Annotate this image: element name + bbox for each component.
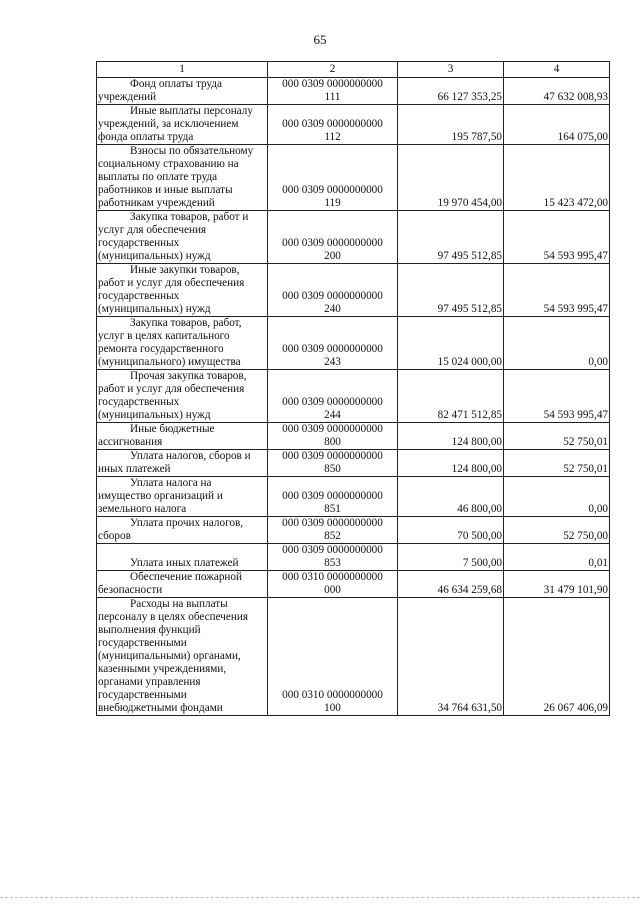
row-value-col4: 15 423 472,00 bbox=[504, 145, 610, 211]
table-row bbox=[97, 571, 610, 598]
row-code-line2: 112 bbox=[324, 131, 341, 143]
row-code bbox=[268, 571, 398, 598]
table-row bbox=[97, 370, 610, 423]
row-code-line1: 000 0309 0000000000 bbox=[282, 343, 383, 355]
table-row bbox=[97, 477, 610, 517]
row-name: Уплата прочих налогов, сборов bbox=[97, 517, 268, 544]
row-value-col3: 66 127 353,25 bbox=[398, 78, 504, 105]
row-value-col3: 195 787,50 bbox=[398, 105, 504, 145]
row-name: Закупка товаров, работ, услуг в целях капитального ремонта государственного (муниципального) имущества bbox=[97, 317, 268, 370]
row-code bbox=[268, 211, 398, 264]
table-row bbox=[97, 211, 610, 264]
bottom-rule bbox=[0, 897, 640, 898]
row-code-line1: 000 0309 0000000000 bbox=[282, 396, 383, 408]
row-value-col4: 54 593 995,47 bbox=[504, 211, 610, 264]
table-row bbox=[97, 145, 610, 211]
row-code-line2: 240 bbox=[324, 303, 341, 315]
row-value-col3: 124 800,00 bbox=[398, 423, 504, 450]
row-name: Уплата иных платежей bbox=[97, 544, 268, 571]
row-code-line2: 000 bbox=[324, 584, 341, 596]
row-name: Иные закупки товаров, работ и услуг для обеспечения государственных (муниципальных) нужд bbox=[97, 264, 268, 317]
row-code bbox=[268, 423, 398, 450]
row-code bbox=[268, 544, 398, 571]
row-code-line1: 000 0309 0000000000 bbox=[282, 544, 383, 556]
row-code-line2: 852 bbox=[324, 530, 341, 542]
row-code-line2: 851 bbox=[324, 503, 341, 515]
row-code bbox=[268, 145, 398, 211]
row-code-line1: 000 0309 0000000000 bbox=[282, 490, 383, 502]
row-code-line1: 000 0309 0000000000 bbox=[282, 517, 383, 529]
row-value-col4: 164 075,00 bbox=[504, 105, 610, 145]
row-name: Прочая закупка товаров, работ и услуг для обеспечения государственных (муниципальных) нужд bbox=[97, 370, 268, 423]
row-code-line2: 119 bbox=[324, 197, 341, 209]
header-col-2: 2 bbox=[268, 62, 398, 78]
row-code bbox=[268, 450, 398, 477]
row-value-col3: 97 495 512,85 bbox=[398, 264, 504, 317]
row-code bbox=[268, 264, 398, 317]
row-value-col4: 0,00 bbox=[504, 477, 610, 517]
row-value-col3: 19 970 454,00 bbox=[398, 145, 504, 211]
row-name: Обеспечение пожарной безопасности bbox=[97, 571, 268, 598]
row-value-col3: 7 500,00 bbox=[398, 544, 504, 571]
page-number: 65 bbox=[313, 32, 327, 47]
row-code-line1: 000 0309 0000000000 bbox=[282, 237, 383, 249]
table-row bbox=[97, 517, 610, 544]
row-code-line2: 243 bbox=[324, 356, 341, 368]
row-name: Закупка товаров, работ и услуг для обеспечения государственных (муниципальных) нужд bbox=[97, 211, 268, 264]
row-value-col4: 54 593 995,47 bbox=[504, 264, 610, 317]
table-row bbox=[97, 544, 610, 571]
row-value-col4: 0,00 bbox=[504, 317, 610, 370]
row-code bbox=[268, 517, 398, 544]
row-code bbox=[268, 105, 398, 145]
row-value-col4: 47 632 008,93 bbox=[504, 78, 610, 105]
row-code-line1: 000 0309 0000000000 bbox=[282, 78, 383, 90]
row-value-col3: 46 800,00 bbox=[398, 477, 504, 517]
row-value-col3: 46 634 259,68 bbox=[398, 571, 504, 598]
row-value-col4: 0,01 bbox=[504, 544, 610, 571]
budget-table bbox=[96, 61, 610, 716]
row-code-line2: 850 bbox=[324, 463, 341, 475]
row-name: Взносы по обязательному социальному страхованию на выплаты по оплате труда работников и иные выплаты работникам учреждений bbox=[97, 145, 268, 211]
header-col-1: 1 bbox=[97, 62, 268, 78]
row-code-line1: 000 0309 0000000000 bbox=[282, 423, 383, 435]
table-row bbox=[97, 105, 610, 145]
row-value-col3: 34 764 631,50 bbox=[398, 598, 504, 716]
row-code-line2: 244 bbox=[324, 409, 341, 421]
row-code-line2: 853 bbox=[324, 557, 341, 569]
row-value-col4: 52 750,01 bbox=[504, 450, 610, 477]
row-name: Иные бюджетные ассигнования bbox=[97, 423, 268, 450]
row-code bbox=[268, 598, 398, 716]
table-header-row bbox=[97, 62, 610, 78]
row-value-col3: 15 024 000,00 bbox=[398, 317, 504, 370]
row-name: Уплата налогов, сборов и иных платежей bbox=[97, 450, 268, 477]
row-code bbox=[268, 317, 398, 370]
row-value-col3: 82 471 512,85 bbox=[398, 370, 504, 423]
row-code-line1: 000 0309 0000000000 bbox=[282, 184, 383, 196]
header-col-3: 3 bbox=[398, 62, 504, 78]
row-code-line1: 000 0310 0000000000 bbox=[282, 689, 383, 701]
row-value-col4: 26 067 406,09 bbox=[504, 598, 610, 716]
row-value-col3: 124 800,00 bbox=[398, 450, 504, 477]
row-code-line2: 800 bbox=[324, 436, 341, 448]
table-row bbox=[97, 317, 610, 370]
row-name: Иные выплаты персоналу учреждений, за исключением фонда оплаты труда bbox=[97, 105, 268, 145]
table-row bbox=[97, 423, 610, 450]
row-value-col4: 31 479 101,90 bbox=[504, 571, 610, 598]
row-code-line1: 000 0309 0000000000 bbox=[282, 118, 383, 130]
table-row bbox=[97, 450, 610, 477]
row-value-col3: 97 495 512,85 bbox=[398, 211, 504, 264]
row-value-col3: 70 500,00 bbox=[398, 517, 504, 544]
row-code-line2: 100 bbox=[324, 702, 341, 714]
row-code-line1: 000 0309 0000000000 bbox=[282, 450, 383, 462]
row-code bbox=[268, 477, 398, 517]
table-row bbox=[97, 264, 610, 317]
row-value-col4: 54 593 995,47 bbox=[504, 370, 610, 423]
table-row bbox=[97, 598, 610, 716]
row-name: Уплата налога на имущество организаций и земельного налога bbox=[97, 477, 268, 517]
row-value-col4: 52 750,00 bbox=[504, 517, 610, 544]
table-row bbox=[97, 78, 610, 105]
row-code-line2: 111 bbox=[324, 91, 341, 103]
row-code-line1: 000 0310 0000000000 bbox=[282, 571, 383, 583]
row-code bbox=[268, 370, 398, 423]
row-code-line1: 000 0309 0000000000 bbox=[282, 290, 383, 302]
row-code-line2: 200 bbox=[324, 250, 341, 262]
row-name: Расходы на выплаты персоналу в целях обеспечения выполнения функций государственными (муниципальными) органами, казенными учреждениями, органами управления государственными внебюджетными фондами bbox=[97, 598, 268, 716]
row-code bbox=[268, 78, 398, 105]
row-name: Фонд оплаты труда учреждений bbox=[97, 78, 268, 105]
header-col-4: 4 bbox=[504, 62, 610, 78]
row-value-col4: 52 750,01 bbox=[504, 423, 610, 450]
